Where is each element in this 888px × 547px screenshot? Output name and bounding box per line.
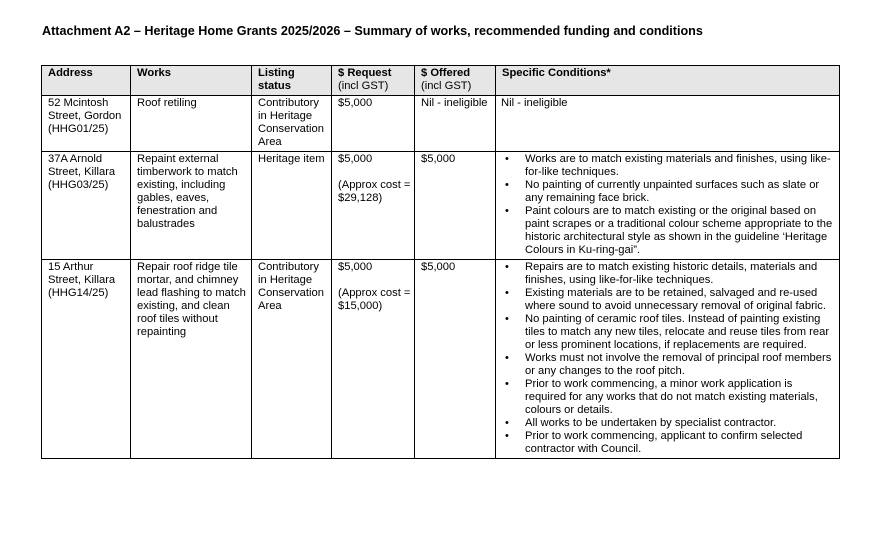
cell-listing-status: Contributory in Heritage Conservation Area (252, 260, 332, 459)
table-row (42, 152, 840, 260)
header-request-label: $ Request (338, 67, 392, 79)
header-request-sub: (incl GST) (338, 80, 389, 92)
cell-offered: $5,000 (415, 260, 496, 459)
condition-item: • Repairs are to match existing historic details, materials and finishes, using like-for-like techniques. (525, 261, 836, 287)
condition-item: • Works must not involve the removal of principal roof members or any changes to the roof pitch. (525, 352, 836, 378)
cell-request (332, 152, 415, 260)
condition-item: • Paint colours are to match existing or the original based on paint scrapes or a traditional colour scheme appropriate to the historic architectural style as shown in the guideline ‘Heritage Colours in Ku-ring-gai”. (525, 205, 836, 257)
cell-works: Repaint external timberwork to match existing, including gables, eaves, fenestration and balustrades (131, 152, 252, 260)
cell-works: Roof retiling (131, 96, 252, 152)
request-amount: $5,000 (338, 97, 373, 109)
cell-conditions (496, 152, 840, 260)
condition-item: • All works to be undertaken by specialist contractor. (525, 417, 836, 430)
approx-cost: (Approx cost = $15,000) (338, 287, 411, 312)
cell-offered: Nil - ineligible (415, 96, 496, 152)
table-row (42, 260, 840, 459)
cell-works: Repair roof ridge tile mortar, and chimney lead flashing to match existing, and clean roof tiles without repainting (131, 260, 252, 459)
cell-listing-status: Contributory in Heritage Conservation Area (252, 96, 332, 152)
cell-conditions: Nil - ineligible (496, 96, 840, 152)
header-listing-status: Listing status (252, 66, 332, 96)
header-address: Address (42, 66, 131, 96)
table-header-row (42, 66, 840, 96)
conditions-list (501, 153, 836, 257)
document-title: Attachment A2 – Heritage Home Grants 2025/2026 – Summary of works, recommended funding and conditions (42, 24, 703, 38)
header-offered-sub: (incl GST) (421, 80, 472, 92)
cell-listing-status: Heritage item (252, 152, 332, 260)
approx-cost: (Approx cost = $29,128) (338, 179, 411, 204)
cell-conditions (496, 260, 840, 459)
cell-address: 37A Arnold Street, Killara (HHG03/25) (42, 152, 131, 260)
header-works: Works (131, 66, 252, 96)
request-amount: $5,000 (338, 153, 373, 165)
condition-item: • No painting of currently unpainted surfaces such as slate or any remaining face brick. (525, 179, 836, 205)
condition-item: • Prior to work commencing, a minor work application is required for any works that do not match existing materials, colours or details. (525, 378, 836, 417)
request-amount: $5,000 (338, 261, 373, 273)
header-request (332, 66, 415, 96)
header-offered-label: $ Offered (421, 67, 471, 79)
condition-item: • No painting of ceramic roof tiles. Instead of painting existing tiles to match any new tiles, relocate and reuse tiles from rear or less prominent locations, if replacements are required. (525, 313, 836, 352)
cell-address: 15 Arthur Street, Killara (HHG14/25) (42, 260, 131, 459)
header-conditions: Specific Conditions* (496, 66, 840, 96)
cell-address: 52 Mcintosh Street, Gordon (HHG01/25) (42, 96, 131, 152)
table-row (42, 96, 840, 152)
condition-item: • Existing materials are to be retained, salvaged and re-used where sound to avoid unnecessary removal of original fabric. (525, 287, 836, 313)
conditions-list (501, 261, 836, 456)
condition-item: • Works are to match existing materials and finishes, using like-for-like techniques. (525, 153, 836, 179)
header-offered (415, 66, 496, 96)
cell-offered: $5,000 (415, 152, 496, 260)
condition-item: • Prior to work commencing, applicant to confirm selected contractor with Council. (525, 430, 836, 456)
cell-request (332, 96, 415, 152)
grants-summary-table (41, 65, 840, 459)
cell-request (332, 260, 415, 459)
